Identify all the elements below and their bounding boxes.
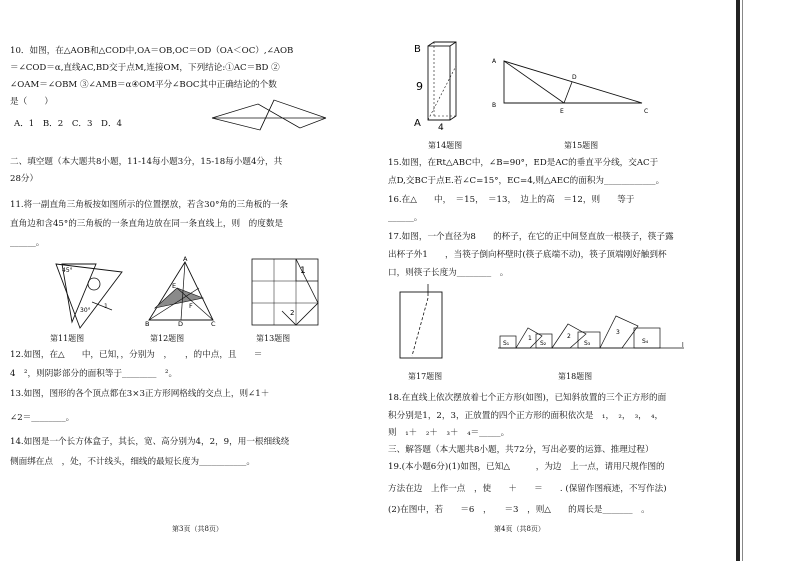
fig11-caption: 第11题图 <box>50 334 85 343</box>
fig11-angle-45: 45° <box>62 267 73 274</box>
fig12-label-A: A <box>183 255 188 263</box>
fig11-angle-30: 30° <box>80 307 91 314</box>
q14-line1: 14.如图是一个长方体盒子，其长，宽、高分别为4，2，9，用一根细线绕 <box>10 437 290 447</box>
q17-line2: 出杯子外1 ，当筷子倒向杯壁时(筷子底端不动)，筷子顶端刚好触到杯 <box>388 250 667 260</box>
fig12-caption: 第12题图 <box>150 334 185 343</box>
q10-line3: ∠OAM＝∠OBM ③∠AMB＝α④OM平分∠BOC其中正确结论的个数 <box>10 80 277 90</box>
fig15-label-D: D <box>572 74 577 81</box>
fig18-label-s4: S₄ <box>642 338 649 345</box>
q11-line2: 直角边和含45°的三角板的一条直角边放在同一条直线上，则 的度数是 <box>10 219 284 229</box>
q12-line2: 4 ²，则阴影部分的面积等于________ ²。 <box>10 369 178 379</box>
fig15-label-B: B <box>492 102 497 109</box>
q15-line2: 点D,交BC于点E.若∠C=15°，EC=4,则△AEC的面积为____________。 <box>388 176 665 186</box>
fig14-caption: 第14题图 <box>428 141 463 150</box>
fig13-label-2: 2 <box>290 309 295 317</box>
q19-line3: (2)在图中，若 ＝6 ， ＝3 ，则△ 的周长是_______ 。 <box>388 505 650 515</box>
fig12-label-D: D <box>178 320 184 328</box>
fig12-triangle <box>145 255 220 328</box>
right-page-footer: 第4页（共8页） <box>494 525 545 533</box>
binding-margin-rule <box>736 0 740 561</box>
fig14-label-B: B <box>414 44 421 55</box>
fig18-line-l: l <box>682 342 684 349</box>
fig15-caption: 第15题图 <box>564 141 599 150</box>
q16-line1: 16.在△ 中， ＝15， ＝13， 边上的高 ＝12，则 等于 <box>388 195 635 205</box>
q16-line2: ______。 <box>388 213 423 223</box>
q18-line2: 积分别是1，2，3，正放置的四个正方形的面积依次是 ₁， ₂， ₃， ₄， <box>388 411 664 421</box>
fig18-caption: 第18题图 <box>558 372 593 381</box>
fig15-label-A: A <box>492 58 497 65</box>
fig15-label-E: E <box>560 108 564 115</box>
fig13-label-1: 1 <box>300 266 306 276</box>
q17-line1: 17.如图，一个直径为8 的杯子，在它的正中间竖直放一根筷子，筷子露 <box>388 232 674 242</box>
fig14-label-A: A <box>414 118 421 129</box>
q11-line1: 11.将一副直角三角板按如图所示的位置摆放，若含30°角的三角板的一条 <box>10 200 289 210</box>
q10-line1: 10．如图，在△AOB和△COD中,OA＝OB,OC＝OD（OA＜OC）,∠AOB <box>10 46 294 56</box>
q18-line1: 18.在直线上依次摆放着七个正方形(如图)，已知斜放置的三个正方形的面 <box>388 393 667 403</box>
fig17-cup <box>398 284 448 364</box>
fig14-height: 9 <box>416 80 423 93</box>
section2-line2: 28分） <box>10 174 39 184</box>
q17-line3: 口，则筷子长度为________ 。 <box>388 268 509 278</box>
q15-line1: 15.如图，在Rt△ABC中，∠B=90°，ED是AC的垂直平分线，交AC于 <box>388 158 659 168</box>
q13-line2: ∠2＝________。 <box>10 413 75 423</box>
fig13-grid <box>252 259 322 329</box>
binding-margin-rule-thin <box>742 0 743 561</box>
q10-figure <box>210 98 330 138</box>
section3-heading: 三、解答题（本大题共8小题，共72分，写出必要的运算、推理过程） <box>388 445 654 455</box>
fig17-caption: 第17题图 <box>408 372 443 381</box>
fig18-num-2: 2 <box>567 333 571 340</box>
fig15-triangle <box>490 55 660 115</box>
fig11-triangles <box>52 262 127 332</box>
fig18-num-1: 1 <box>528 335 532 342</box>
fig11-label-1: 1 <box>104 303 108 310</box>
fig14-box <box>414 40 474 133</box>
fig12-label-C: C <box>211 320 216 328</box>
q19-line2: 方法在边 上作一点 ，使 ＋ ＝ . (保留作图痕迹，不写作法) <box>388 484 667 494</box>
fig12-label-E: E <box>172 282 177 290</box>
left-page <box>0 0 372 561</box>
section2-line1: 二、填空题（本大题共8小题，11-14每小题3分，15-18每小题4分，共 <box>10 157 283 167</box>
fig15-label-C: C <box>644 108 649 115</box>
q11-line3: ______。 <box>10 238 45 248</box>
q14-line2: 侧面绑在点 ，处，不计线头，细线的最短长度为___________。 <box>10 457 255 467</box>
q10-line2: ＝∠COD＝α,直线AC,BD交于点M,连接OM，下列结论:①AC＝BD ② <box>10 63 280 73</box>
q13-line1: 13.如图，图形的各个顶点都在3×3正方形网格线的交点上，则∠1＋ <box>10 389 270 399</box>
fig14-length: 4 <box>438 123 444 133</box>
right-page <box>378 0 730 561</box>
q12-line1: 12.如图，在△ 中，已知，，分别为 ， ，的中点，且 ＝ <box>10 350 263 360</box>
fig12-label-B: B <box>145 320 150 328</box>
q10-options: A．1 B．2 C．3 D．4 <box>14 119 123 129</box>
q19-line1: 19.(本小题6分)(1)如图，已知△ ，为边 上一点，请用尺规作图的 <box>388 462 665 472</box>
fig18-label-s1: S₁ <box>503 340 510 347</box>
fig18-num-3: 3 <box>616 329 620 336</box>
q18-line3: 则 ₁＋ ₂＋ ₃＋ ₄＝_____。 <box>388 428 510 438</box>
fig13-caption: 第13题图 <box>256 334 291 343</box>
q10-line4: 是（ ） <box>10 97 53 107</box>
fig18-label-s3: S₃ <box>584 340 591 347</box>
left-page-footer: 第3页（共8页） <box>172 525 223 533</box>
fig18-label-s2: S₂ <box>540 340 547 347</box>
fig18-squares <box>498 310 688 360</box>
fig12-label-F: F <box>189 302 193 310</box>
